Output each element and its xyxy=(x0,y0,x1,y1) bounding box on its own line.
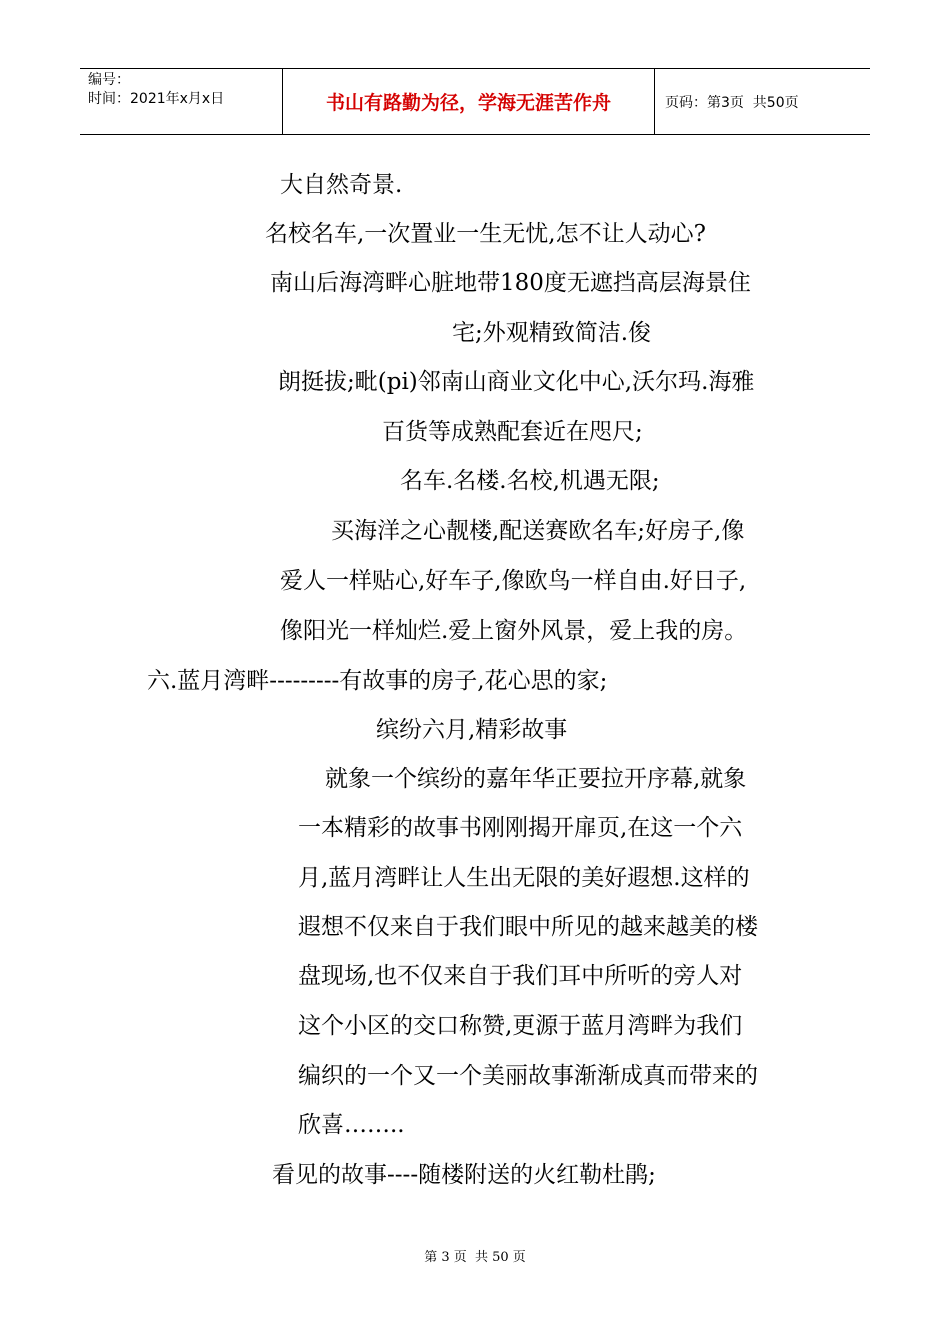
header-meta xyxy=(80,69,282,134)
body-line: 宅;外观精致简洁.俊 xyxy=(452,320,652,346)
body-line: 就象一个缤纷的嘉年华正要拉开序幕,就象 xyxy=(325,766,747,792)
page-header xyxy=(80,68,870,135)
body-line: 大自然奇景. xyxy=(280,172,403,198)
document-number-label: 编号： xyxy=(88,72,130,88)
body-line: 遐想不仅来自于我们眼中所见的越来越美的楼 xyxy=(298,914,758,940)
header-motto: 书山有路勤为径，学海无涯苦作舟 xyxy=(282,69,655,134)
body-line: 盘现场,也不仅来自于我们耳中所听的旁人对 xyxy=(298,963,743,989)
document-date: 时间：2021年x月x日 xyxy=(88,91,225,107)
body-line: 编织的一个又一个美丽故事渐渐成真而带来的 xyxy=(298,1063,758,1089)
body-line: 欣喜…….. xyxy=(298,1112,405,1138)
body-line: 朗挺拔;毗(pi)邻南山商业文化中心,沃尔玛.海雅 xyxy=(278,369,755,395)
body-line: 缤纷六月,精彩故事 xyxy=(376,717,568,743)
body-line: 像阳光一样灿烂.爱上窗外风景，爱上我的房。 xyxy=(280,618,748,644)
body-line: 百货等成熟配套近在咫尺; xyxy=(382,419,643,445)
page-footer: 第 3 页 共 50 页 xyxy=(424,1250,526,1265)
body-line: 一本精彩的故事书刚刚揭开扉页,在这一个六 xyxy=(298,815,743,841)
body-line: 看见的故事----随楼附送的火红勒杜鹃; xyxy=(272,1162,656,1188)
body-line: 爱人一样贴心,好车子,像欧鸟一样自由.好日子, xyxy=(280,568,747,594)
body-line: 月,蓝月湾畔让人生出无限的美好遐想.这样的 xyxy=(298,865,750,891)
body-line: 南山后海湾畔心脏地带180度无遮挡高层海景住 xyxy=(270,270,751,296)
body-line: 这个小区的交口称赞,更源于蓝月湾畔为我们 xyxy=(298,1013,743,1039)
section-heading: 六.蓝月湾畔---------有故事的房子,花心思的家; xyxy=(147,668,608,694)
page-info-text: 页码：第3页 共50页 xyxy=(665,94,799,111)
body-line: 买海洋之心靓楼,配送赛欧名车;好房子,像 xyxy=(331,518,745,544)
body-line: 名车.名楼.名校,机遇无限; xyxy=(400,468,660,494)
header-page-info xyxy=(655,69,870,134)
body-line: 名校名车,一次置业一生无忧,怎不让人动心? xyxy=(265,221,706,247)
